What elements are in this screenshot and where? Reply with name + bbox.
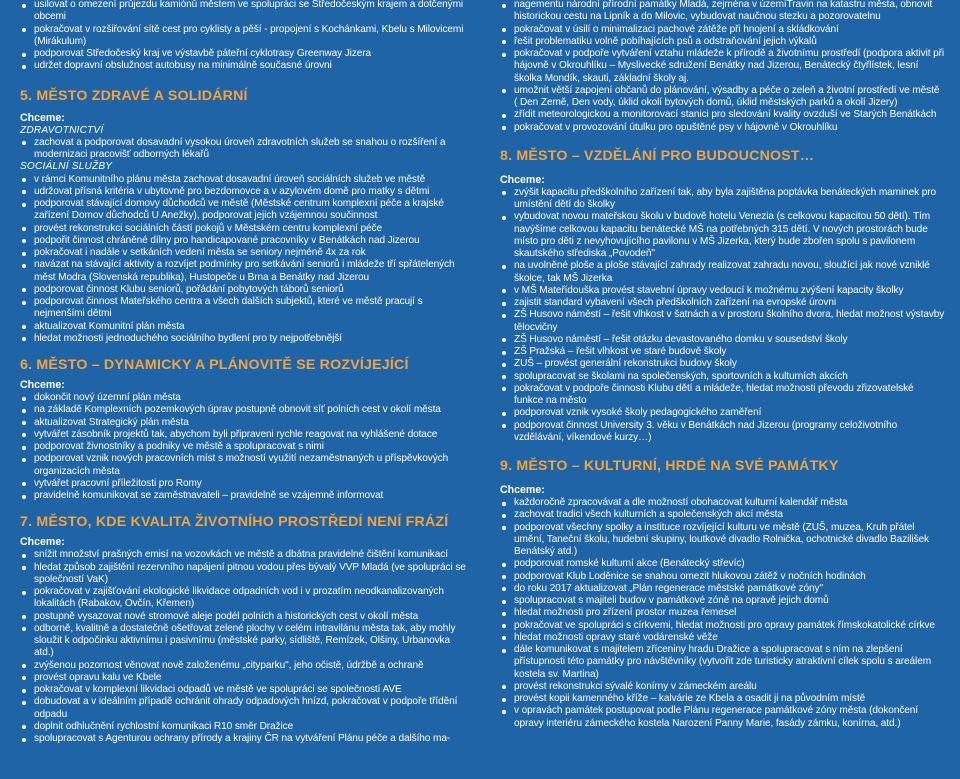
list-item: zajistit standard vybavení všech předškolních zařízení na evropské úrovni xyxy=(500,297,945,309)
list-item: spolupracovat se školami na společenských, sportovních a kulturních akcích xyxy=(500,371,945,383)
list-item: v opravách památek postupovat podle Plánu regenerace památkové zóny města (dokončení opravy interiéru zámeckého kostela Narození Panny Marie, fasády zámku, konírna, atd.) xyxy=(500,705,945,730)
list-item: pravidelně komunikovat se zaměstnavateli – pravidelně se vzájemně informovat xyxy=(20,490,467,502)
list-item: umožnit větší zapojení občanů do plánování, výsadby a péče o zeleň a životní prostředí ve městě ( Den Země, Den vody, úklid okolí bytových domů, úklid městských parků a okolí Jizery) xyxy=(500,85,945,110)
list-item: provést rekonstrukci sývalé konírny v zámeckém areálu xyxy=(500,681,945,693)
list-item: doplnit odhlučnění rychlostní komunikaci R10 směr Dražice xyxy=(20,721,467,733)
list-item: ZŠ Husovo náměstí – řešit otázku devastovaného domku v sousedství školy xyxy=(500,334,945,346)
list-item: na základě Komplexních pozemkových úprav postupně obnovit síť polních cest v okolí města xyxy=(20,404,467,416)
section-9-list xyxy=(500,497,945,730)
left-intro-list xyxy=(20,0,467,73)
section-9-title: 9. MĚSTO – KULTURNÍ, HRDÉ NA SVÉ PAMÁTKY xyxy=(500,458,839,474)
section-7-list xyxy=(20,549,467,745)
list-item: provést opravu kalu ve Kbele xyxy=(20,672,467,684)
list-item: vybudovat novou mateřskou školu v budově hotelu Venezia (s celkovou kapacitou 50 dětí). Tím navýšíme celkovou kapacitu benátecké MŠ na potřebných 315 dětí. V nových prostorách bude místo pro děti z nevyhovujícího pavilonu v MŠ Jizerka, který bude zbořen spolu s pavilonem skautského střediska „Povodeň" xyxy=(500,211,945,260)
list-item: řešit problematiku volně pobíhajících psů a odstraňování jejich výkalů xyxy=(500,36,945,48)
list-item: pokračovat v rozšiřování sítě cest pro cyklisty a pěší - propojení s Kochánkami, Kbelu s Milovicemi (Mirákulum) xyxy=(20,24,467,49)
list-item: podporovat stávající domovy důchodců ve městě (Městské centrum komplexní péče a krajské zařízení Domov důchodců U Anežky), podporovat jejich vzájemnou součinnost xyxy=(20,198,467,223)
list-item: podporovat vznik vysoké školy pedagogického zaměření xyxy=(500,407,945,419)
list-item: podporovat živnostníky a podniky ve městě a spolupracovat s nimi xyxy=(20,441,467,453)
section-5-social-list xyxy=(20,174,467,346)
section-6-title: 6. MĚSTO – DYNAMICKY A PLÁNOVITĚ SE ROZVÍJEJÍCÍ xyxy=(20,357,409,373)
list-item: aktualizovat Strategický plán města xyxy=(20,417,467,429)
list-item: v MŠ Mateřídouška provést stavební úpravy vedoucí k možnému zvýšení kapacity školky xyxy=(500,285,945,297)
list-item: odborně, kvalitně a dostatečně ošetřovat zelené plochy v celém intravilánu města tak, aby mohly sloužit k odpočinku aktivnímu i pasivnímu (městské parky, sídliště, Remízek, Olšiny, Urbanovka atd.) xyxy=(20,623,467,660)
list-item: podporovat činnost University 3. věku v Benátkách nad Jizerou (programy celoživotního vzdělávání, víkendové kurzy…) xyxy=(500,420,945,445)
list-item: spolupracovat s majiteli budov v památkové zóně na opravě jejich domů xyxy=(500,595,945,607)
list-item: podporovat vznik nových pracovních míst s možností využití nezaměstnaných u příspěvkových organizacích města xyxy=(20,453,467,478)
list-item: zvýšit kapacitu předškolního zařízení tak, aby byla zajištěna poptávka benáteckých maminek pro umístění dětí do školky xyxy=(500,187,945,212)
list-item: pokračovat v úsilí o minimalizaci pachové zátěže při hnojení a skládkování xyxy=(500,24,945,36)
list-item: pokračovat i nadále v setkáních vedení města se seniory nejméně 4x za rok xyxy=(20,247,467,259)
list-item: usilovat o omezení průjezdu kamiónů městem ve spolupráci se Středočeským krajem a dotčenými obcemi xyxy=(20,0,467,24)
section-5-subheading-health: ZDRAVOTNICTVÍ xyxy=(20,124,104,136)
list-item: vytvářet pracovní příležitosti pro Romy xyxy=(20,478,467,490)
section-7-chceme: Chceme: xyxy=(20,536,65,549)
list-item: dále komunikovat s majitelem zříceniny hradu Dražice a spolupracovat s ním na zlepšení přístupnosti této památky pro návštěvníky (vytvořit zde turisticky atraktivní cílek spolu s areálem kostela sv. Martina) xyxy=(500,644,945,681)
list-item: podporovat Klub Loděnice se snahou omezit hlukovou zátěž v nočních hodinách xyxy=(500,571,945,583)
section-8-chceme: Chceme: xyxy=(500,173,545,186)
list-item: hledat možnosti opravy staré vodárenské věže xyxy=(500,632,945,644)
list-item: navázat na stávající aktivity a rozvíjet podmínky pro setkávání seniorů i mládeže tří spřátelených měst Modra (Slovenská republika), Hustopeče u Brna a Benátky nad Jizerou xyxy=(20,259,467,284)
section-5-chceme: Chceme: xyxy=(20,111,65,124)
section-5-subheading-social: SOCIÁLNÍ SLUŽBY xyxy=(20,161,113,173)
right-column xyxy=(500,0,945,730)
list-item: podpořit činnost chráněné dílny pro handicapované pracovníky v Benátkách nad Jizerou xyxy=(20,235,467,247)
list-item: udržet dopravní obslužnost autobusy na minimálně současné úrovni xyxy=(20,60,467,72)
list-item: hledat možnosti pro zřízení prostor muzea řemesel xyxy=(500,607,945,619)
list-item: pokračovat v podpoře činnosti Klubu dětí a mládeže, hledat možnosti převodu zřizovatelské funkce na město xyxy=(500,383,945,408)
list-item: podporovat všechny spolky a instituce rozvíjející kulturu ve městě (ZUŠ, muzea, Kruh přátel umění, Taneční školu, hudební skupiny, loutkové divadlo Rolnička, ochotnické divadlo Bazilišek Benátský atd.) xyxy=(500,522,945,559)
right-intro-list xyxy=(500,0,945,134)
list-item: do roku 2017 aktualizovat „Plán regenerace městské památkové zóny" xyxy=(500,583,945,595)
list-item: postupně vysazovat nové stromové aleje podél polních a historických cest v okolí města xyxy=(20,611,467,623)
list-item: podporovat činnost Mateřského centra a všech dalších subjektů, které ve městě pracují s nejmenšími dětmi xyxy=(20,296,467,321)
list-item: aktualizovat Komunitní plán města xyxy=(20,321,467,333)
list-item: provést kopii kamenného kříže – kalvárie ze Kbela a osadit ji na původním místě xyxy=(500,693,945,705)
list-item: spolupracovat s Agenturou ochrany přírody a krajiny ČR na vytváření Plánu péče a dalšího ma- xyxy=(20,733,467,745)
list-item: hledat způsob zajištění rezervního napájení pitnou vodou přes bývalý VVP Mladá (ve spolupráci se společností VaK) xyxy=(20,562,467,587)
section-5-health-list xyxy=(20,137,467,162)
list-item: podporovat romské kulturní akce (Benátecký střevíc) xyxy=(500,558,945,570)
section-8-title: 8. MĚSTO – VZDĚLÁNÍ PRO BUDOUCNOST… xyxy=(500,147,815,164)
list-item: pokračovat v zajišťování ekologické likvidace odpadních vod i v prozatím neodkanalizovaných lokalitách (Rabakov, Ovčín, Křemen) xyxy=(20,586,467,611)
list-item: pokračovat v provozování útulku pro opuštěné psy v hájovně v Okrouhlíku xyxy=(500,122,945,134)
list-item: dokončit nový územní plán města xyxy=(20,392,467,404)
list-item: pokračovat v podpoře vytváření vztahu mládeže k přírodě a životnímu prostředí (podpora aktivit při hájovně v Okrouhlíku – Myslivecké sdružení Benátky nad Jizerou, Benátecký čtyřlístek, lesní školka Mondík, skauti, základní školy aj. xyxy=(500,48,945,85)
list-item: ZŠ Pražská – řešit vlhkost ve staré budově školy xyxy=(500,346,945,358)
list-item: zachovat tradici všech kulturních a společenských akcí města xyxy=(500,509,945,521)
list-item: dobudovat a v ideálním případě ochránit ohrady odpadových hnízd, pokračovat v podpoře třídění odpadu xyxy=(20,696,467,721)
list-item: podporovat činnost Klubu seniorů, pořádání pobytových táborů seniorů xyxy=(20,284,467,296)
list-item: snížit množství prašných emisí na vozovkách ve městě a dbátna pravidelné čištění komunikací xyxy=(20,549,467,561)
list-item: udržovat přísná kritéria v ubytovně pro bezdomovce a v azylovém domě pro matky s dětmi xyxy=(20,186,467,198)
section-9-chceme: Chceme: xyxy=(500,484,545,496)
list-item: pokračovat ve spolupráci s církvemi, hledat možnosti pro opravy památek římskokatolické církve xyxy=(500,620,945,632)
section-7-title: 7. MĚSTO, KDE KVALITA ŽIVOTNÍHO PROSTŘEDÍ NENÍ FRÁZÍ xyxy=(20,514,449,531)
list-item: každoročně zpracovávat a dle možností obohacovat kulturní kalendář města xyxy=(500,497,945,509)
list-item: podporovat Středočeský kraj ve výstavbě páteřní cyklotrasy Greenway Jizera xyxy=(20,48,467,60)
list-item: vytvářet zásobník projektů tak, abychom byli připraveni rychle reagovat na vyhlášené dotace xyxy=(20,429,467,441)
list-item: ZŠ Husovo náměstí – řešit vlhkost v šatnách a v prostoru školního dvora, hledat možnost výstavby tělocvičny xyxy=(500,309,945,334)
section-5-title: 5. MĚSTO ZDRAVÉ A SOLIDÁRNÍ xyxy=(20,87,248,104)
list-item: v rámci Komunitního plánu města zachovat dosavadní úroveň sociálních služeb ve městě xyxy=(20,174,467,186)
list-item: ZUŠ – provést generální rekonstrukci budovy školy xyxy=(500,358,945,370)
section-6-list xyxy=(20,392,467,502)
list-item: provést rekonstrukci sociálních částí pokojů v Městském centru komplexní péče xyxy=(20,223,467,235)
list-item: zachovat a podporovat dosavadní vysokou úroveň zdravotních služeb se snahou o rozšíření a modernizaci pracovišť odborných lékařů xyxy=(20,137,467,162)
list-item: hledat možnosti jednoduchého sociálního bydlení pro ty nejpotřebnější xyxy=(20,333,467,345)
left-column xyxy=(20,0,467,745)
list-item: zřídit meteorologickou a monitorovací stanici pro sledování kvality ovzduší ve Starých Benátkách xyxy=(500,109,945,121)
list-item: nagementu národní přírodní památky Mladá, zejména v územíTravin na katastru města, obnovit historickou cestu na Lipník a do Milovic, vybudovat naučnou stezku a pozorovatelnu xyxy=(500,0,945,24)
list-item: pokračovat v komplexní likvidaci odpadů ve městě ve spolupráci se společností AVE xyxy=(20,684,467,696)
section-8-list xyxy=(500,187,945,444)
section-6-chceme: Chceme: xyxy=(20,379,65,391)
list-item: na uvolněné ploše a ploše stávající zahrady realizovat zahradu novou, sloužící jak nové vzniklé školce, tak MŠ Jizerka xyxy=(500,260,945,285)
list-item: zvýšenou pozornost věnovat nově založenému „cityparku", jeho očistě, údržbě a ochraně xyxy=(20,660,467,672)
